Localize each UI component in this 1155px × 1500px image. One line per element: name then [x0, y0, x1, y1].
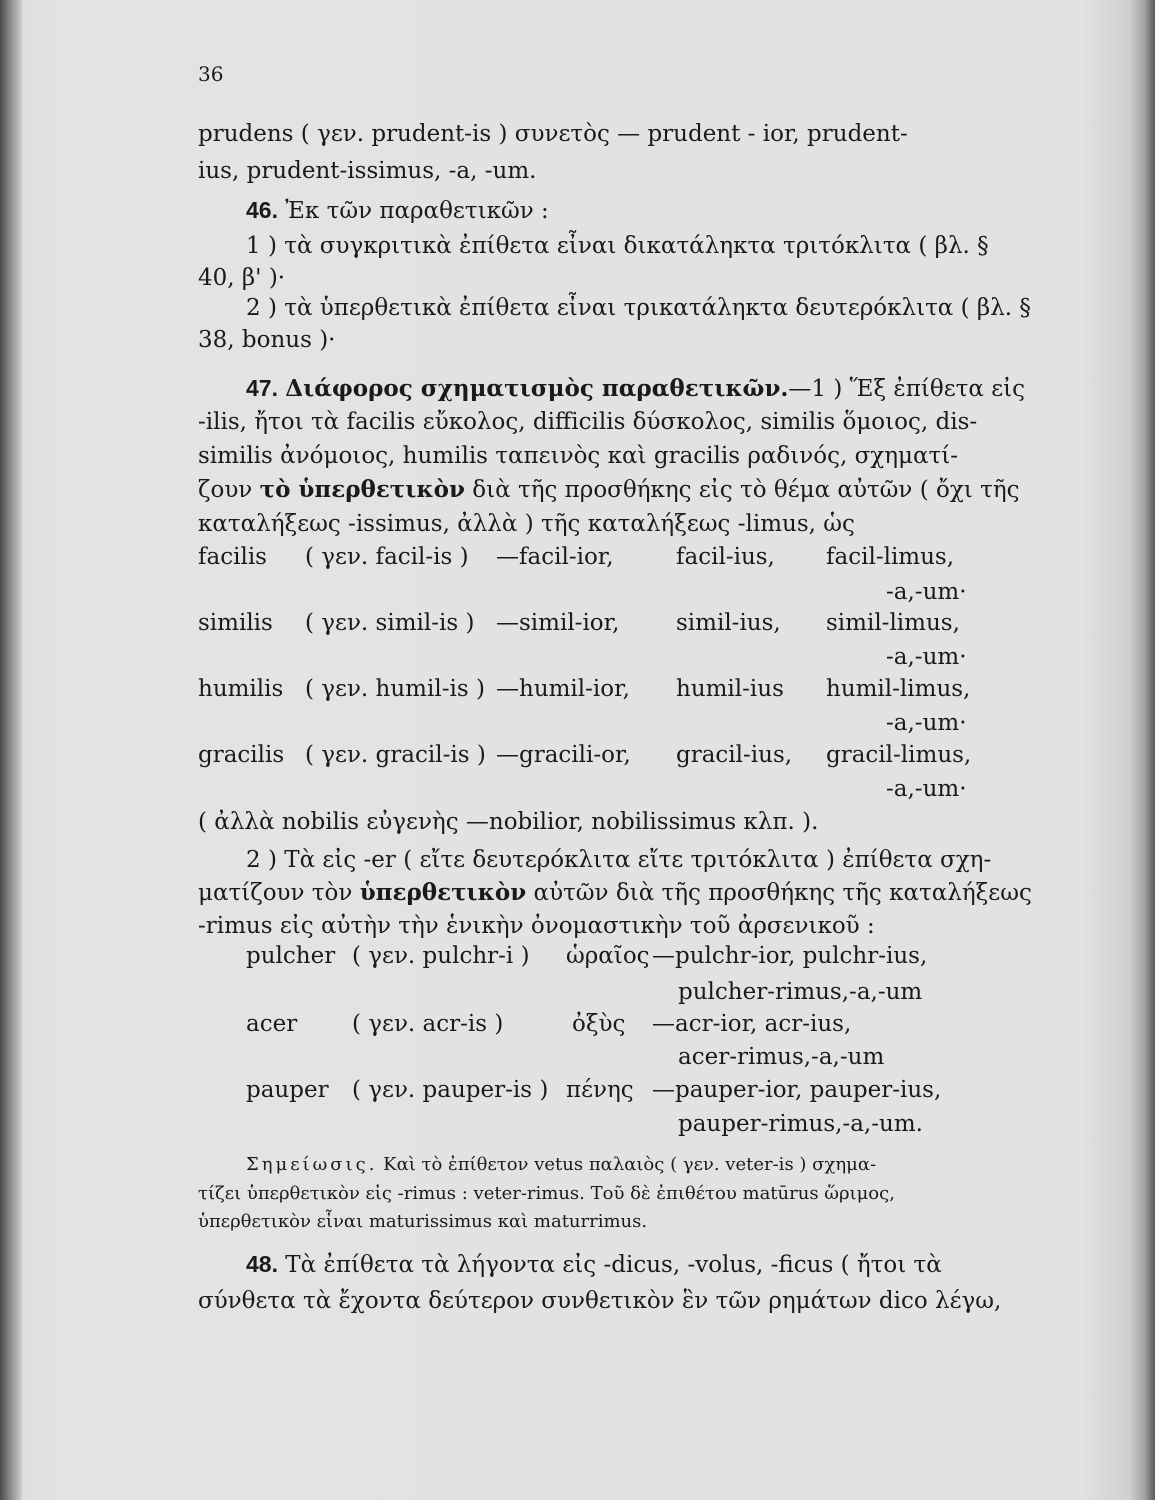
text-span: αὐτῶν διὰ τῆς προσθήκης τῆς καταλήξεως: [533, 880, 1032, 906]
table-forms: —pulchr-ior, pulchr-ius,: [652, 943, 928, 969]
text-line-7: 38, bonus )·: [198, 327, 336, 353]
section-48-heading: [246, 1250, 942, 1279]
table-greek: πένης: [566, 1077, 634, 1103]
table-ending: -a,-um·: [886, 710, 967, 736]
table-word: similis: [198, 610, 273, 636]
section-number: 46.: [246, 197, 278, 223]
table-ending: -a,-um·: [886, 776, 967, 802]
section-47-heading: [246, 374, 1025, 403]
table-ending: -a,-um·: [886, 579, 967, 605]
note-line-3: ὑπερθετικὸν εἶναι maturissimus καὶ maturrimus.: [198, 1211, 648, 1232]
table-word: pulcher: [246, 943, 336, 969]
section-text: Τὰ ἐπίθετα τὰ λήγοντα εἰς -dicus, -volus, -ficus ( ἤτοι τὰ: [285, 1252, 942, 1278]
table-comparative: —facil-ior,: [496, 544, 614, 570]
text-line-14: [198, 879, 1032, 907]
section-number: 48.: [246, 1251, 278, 1277]
text-line-2: ius, prudent-issimus, -a, -um.: [198, 158, 537, 184]
bold-term: ὑπερθετικὸν: [359, 879, 527, 906]
text-span: ζουν: [198, 477, 253, 503]
table-superlative: facil-limus,: [826, 544, 955, 570]
text-line-nobilis: ( ἀλλὰ nobilis εὐγενὴς —nobilior, nobilissimus κλπ. ).: [198, 809, 819, 835]
section-number: 47.: [246, 375, 278, 401]
table-superlative: pulcher-rimus,-a,-um: [678, 979, 923, 1005]
table-comparative: —humil-ior,: [496, 676, 630, 702]
table-superlative: acer-rimus,-a,-um: [678, 1044, 885, 1070]
table-comparative: —simil-ior,: [496, 610, 620, 636]
note-line-2: τίζει ὑπερθετικὸν εἰς -rimus : veter-rimus. Τοῦ δὲ ἐπιθέτου matūrus ὥριμος,: [198, 1183, 895, 1204]
text-span: ματίζουν τὸν: [198, 880, 353, 906]
section-46-heading: [246, 196, 549, 225]
table-genitive: ( γεν. simil-is ): [305, 610, 475, 636]
table-genitive: ( γεν. gracil-is ): [305, 742, 486, 768]
text-line-15: -rimus εἰς αὐτὴν τὴν ἑνικὴν ὀνομαστικὴν τοῦ ἀρσενικοῦ :: [198, 913, 875, 939]
table-word: humilis: [198, 676, 284, 702]
text-line-5: 40, β' )·: [198, 265, 286, 291]
table-word: pauper: [246, 1077, 329, 1103]
table-genitive: ( γεν. pauper-is ): [352, 1077, 549, 1103]
note-line-1: [246, 1153, 876, 1177]
table-comparative: —gracili-or,: [496, 742, 631, 768]
table-superlative: humil-limus,: [826, 676, 971, 702]
table-adverb: gracil-ius,: [676, 742, 793, 768]
table-genitive: ( γεν. pulchr-i ): [352, 943, 530, 969]
section-title: Ἐκ τῶν παραθετικῶν :: [285, 198, 549, 224]
table-ending: -a,-um·: [886, 644, 967, 670]
table-superlative: gracil-limus,: [826, 742, 972, 768]
text-line-6: 2 ) τὰ ὑπερθετικὰ ἐπίθετα εἶναι τρικατάληκτα δευτερόκλιτα ( βλ. §: [246, 295, 1031, 321]
table-genitive: ( γεν. humil-is ): [305, 676, 485, 702]
text-line-11: [198, 476, 1019, 504]
text-line-13: 2 ) Τὰ εἰς -er ( εἴτε δευτερόκλιτα εἴτε τριτόκλιτα ) ἐπίθετα σχη-: [246, 847, 992, 873]
table-adverb: facil-ius,: [676, 544, 775, 570]
table-greek: ὀξὺς: [572, 1011, 626, 1037]
text-line-17: σύνθετα τὰ ἔχοντα δεύτερον συνθετικὸν ἓν τῶν ρημάτων dico λέγω,: [198, 1288, 1002, 1314]
table-word: facilis: [198, 544, 267, 570]
table-greek: ὡραῖος: [566, 943, 650, 969]
text-line-12: καταλήξεως -issimus, ἀλλὰ ) τῆς καταλήξεως -limus, ὡς: [198, 511, 855, 537]
table-genitive: ( γεν. facil-is ): [305, 544, 469, 570]
page-number: 36: [198, 62, 224, 86]
text-line-10: similis ἀνόμοιος, humilis ταπεινὸς καὶ gracilis ραδινός, σχηματί-: [198, 443, 959, 469]
text-line-1: prudens ( γεν. prudent-is ) συνετὸς — prudent - ior, prudent-: [198, 121, 908, 147]
section-text: —1 ) Ἕξ ἐπίθετα εἰς: [788, 376, 1026, 402]
text-line-4: 1 ) τὰ συγκριτικὰ ἐπίθετα εἶναι δικατάληκτα τριτόκλιτα ( βλ. §: [246, 233, 989, 259]
table-forms: —pauper-ior, pauper-ius,: [652, 1077, 942, 1103]
text-line-9: -ilis, ἤτοι τὰ facilis εὔκολος, difficilis δύσκολος, similis ὅμοιος, dis-: [198, 409, 978, 435]
table-adverb: simil-ius,: [676, 610, 781, 636]
table-word: acer: [246, 1011, 298, 1037]
bold-term: τὸ ὑπερθετικὸν: [259, 476, 465, 503]
page-spine-shadow: [0, 0, 22, 1500]
table-word: gracilis: [198, 742, 285, 768]
table-forms: —acr-ior, acr-ius,: [652, 1011, 852, 1037]
note-label: Σημείωσις.: [246, 1154, 378, 1175]
table-superlative: pauper-rimus,-a,-um.: [678, 1111, 923, 1137]
table-genitive: ( γεν. acr-is ): [352, 1011, 504, 1037]
text-span: διὰ τῆς προσθήκης εἰς τὸ θέμα αὐτῶν ( ὄχι τῆς: [472, 477, 1020, 503]
table-adverb: humil-ius: [676, 676, 784, 702]
table-superlative: simil-limus,: [826, 610, 960, 636]
note-text: Καὶ τὸ ἐπίθετον vetus παλαιὸς ( γεν. veter-is ) σχημα-: [383, 1154, 877, 1175]
section-title: Διάφορος σχηματισμὸς παραθετικῶν.: [285, 375, 789, 402]
